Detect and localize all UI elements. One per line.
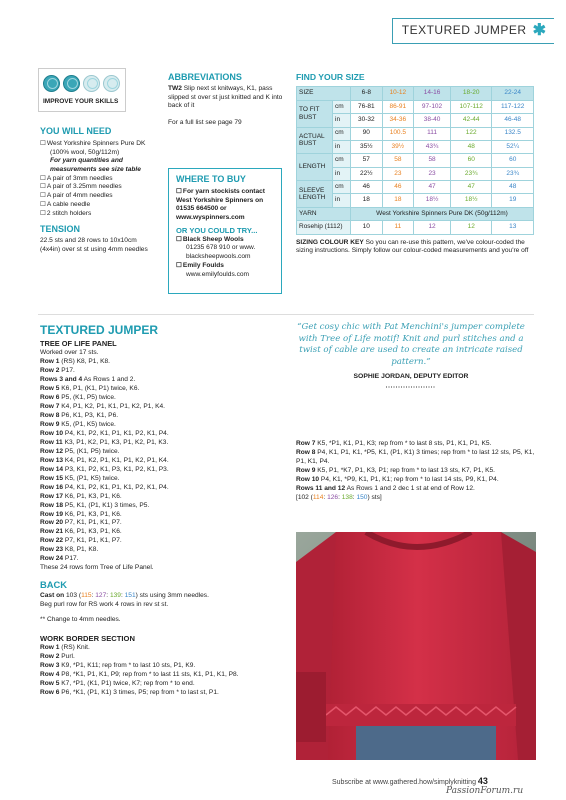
row-label: Row 4 — [40, 671, 60, 679]
table-cell: 132.5 — [492, 127, 534, 140]
skills-label: IMPROVE YOUR SKILLS — [43, 98, 119, 106]
yarn-ball-icon — [83, 75, 100, 92]
row-label: Row 2 — [40, 367, 60, 375]
yarn-balls-icon — [43, 75, 120, 92]
pattern-row — [40, 528, 290, 537]
row-text: P4, K1, *P9, K1, P1, K1; rep from * to last 14 sts, P9, K1, P4. — [319, 475, 499, 483]
yarn-name: West Yorkshire Spinners Pure DK (50g/112m) — [351, 207, 534, 220]
size-value: 151 — [124, 591, 136, 599]
row-text: K6, P1, K3, P1, K6. — [63, 528, 122, 536]
pattern-title: TEXTURED JUMPER — [40, 323, 159, 337]
yarn-ball-icon — [103, 75, 120, 92]
row-label: Row 3 — [40, 662, 60, 670]
table-cell: 34-36 — [382, 114, 414, 127]
table-cell: 22½ — [351, 167, 383, 180]
row-label: Row 10 — [296, 475, 320, 483]
size-value: 126 — [327, 493, 339, 501]
table-cell: 47 — [450, 181, 491, 194]
pattern-row — [296, 476, 536, 485]
row-text: P8, *K1, P1, K1, P9; rep from * to last 11 sts, K1, P1, K1, P8. — [59, 671, 239, 679]
table-cell: 76-81 — [351, 100, 383, 113]
sts-text: ) sts] — [367, 493, 382, 501]
row-text: K4, P1, K2, P1, K1, P1, K2, P1, K4. — [63, 456, 169, 464]
row-text: K5, (P1, K5) twice. — [63, 474, 120, 482]
table-cell: 57 — [351, 154, 383, 167]
pattern-row — [40, 475, 290, 484]
size-value: 115 — [81, 591, 92, 599]
abbreviations-full-list: For a full list see page 79 — [168, 118, 242, 126]
row-label: Row 14 — [40, 465, 64, 473]
table-cell: 46 — [351, 181, 383, 194]
pattern-row — [40, 457, 290, 466]
table-cell: 18 — [382, 194, 414, 207]
row-label: Row 16 — [40, 483, 64, 491]
size-table — [296, 86, 534, 234]
row-label: LENGTH — [297, 154, 333, 181]
row-label: Row 17 — [40, 492, 64, 500]
row-text: K9, *P1, K11; rep from * to last 10 sts, P1, K9. — [59, 662, 196, 670]
list-item: ☐ 2 stitch holders — [40, 210, 160, 219]
table-cell: 11 — [382, 221, 414, 234]
watermark: PassionForum.ru — [446, 786, 524, 796]
pattern-row — [40, 689, 290, 698]
table-cell: 12 — [450, 221, 491, 234]
row-label: Row 1 — [40, 644, 60, 652]
row-label: Row 7 — [296, 440, 316, 447]
row-label: Row 15 — [40, 474, 64, 482]
row-label: Row 21 — [40, 528, 64, 536]
stitch-count: [102 (114: 126: 138: 150) sts] — [296, 493, 382, 501]
row-text: K3, P1, K2, P1, K3, P1, K2, P1, K3. — [62, 438, 169, 446]
panel-title: TREE OF LIFE PANEL — [40, 339, 117, 349]
row-text: P4, K1, P1, K1, *P5, K1, (P1, K1) 3 times; rep from * to last 12 sts, P5, K1, P1, K1, P4. — [296, 448, 535, 465]
find-your-size-heading: FIND YOUR SIZE — [296, 72, 365, 82]
unit: in — [333, 114, 351, 127]
cast-on-line: Cast on 103 (115: 127: 139: 151) sts using 3mm needles. — [40, 591, 209, 599]
table-cell: 60 — [450, 154, 491, 167]
pattern-row — [40, 662, 290, 671]
pattern-row — [40, 511, 290, 520]
table-cell: 86-91 — [382, 100, 414, 113]
table-cell: 97-102 — [414, 100, 451, 113]
header-banner — [392, 18, 554, 44]
table-cell: 13 — [492, 221, 534, 234]
row-label: Row 19 — [40, 510, 64, 518]
abbreviation-text: Slip next st knitways, K1, pass slipped st over st just knitted and K into back of it — [168, 84, 283, 110]
row-text: P4, K1, P2, K1, P1, K1, P2, K1, P4. — [63, 429, 169, 437]
row-text: K6, P1, K3, P1, K6. — [63, 510, 122, 518]
colour-key-text: So you can re-use this pattern, we've colour-coded the sizing instructions. Simply follow our colour-coded measurements and you're off — [296, 238, 529, 255]
unit: in — [333, 194, 351, 207]
quote-text: “Get cosy chic with Pat Menchini's jumper complete with Tree of Life motif! Knit and purl stitches and a twist of cable are used to create an intricate raised pattern.” — [297, 322, 525, 368]
list-item: ☐ A cable needle — [40, 201, 160, 210]
row-label: Row 18 — [40, 501, 64, 509]
abbreviation-term: TW2 — [168, 84, 182, 92]
size-header: 14-16 — [414, 87, 451, 100]
find-your-size-section — [296, 72, 534, 256]
unit: cm — [333, 100, 351, 113]
row-label: Row 7 — [40, 403, 60, 411]
table-cell: 48 — [450, 140, 491, 153]
row-label: Row 24 — [40, 555, 64, 563]
row-text: Purl. — [59, 653, 75, 661]
size-value: 114 — [312, 493, 324, 501]
table-cell: 58 — [414, 154, 451, 167]
jumper-illustration — [296, 532, 536, 760]
row-label: Row 8 — [40, 412, 60, 420]
unit: cm — [333, 181, 351, 194]
size-header: 10-12 — [382, 87, 414, 100]
row-label: Row 22 — [40, 537, 64, 545]
pattern-row — [40, 519, 290, 528]
row-label: Row 9 — [40, 421, 60, 428]
pattern-row — [40, 430, 290, 439]
pattern-row — [40, 502, 290, 511]
sizing-colour-key — [296, 239, 532, 256]
table-cell: 23 — [382, 167, 414, 180]
table-cell: 48 — [492, 181, 534, 194]
row-label: Row 6 — [40, 688, 60, 696]
pattern-row — [40, 358, 290, 367]
row-label: Row 6 — [40, 394, 60, 402]
table-cell: 43¾ — [414, 140, 451, 153]
row-label: Row 23 — [40, 546, 64, 554]
size-value: 138 — [341, 493, 353, 501]
row-text: K5, *P1, K1, P1, K3; rep from * to last 8 sts, P1, K1, P1, K5. — [315, 440, 492, 447]
right-rows-section — [296, 440, 536, 503]
pattern-intro: Worked over 17 sts. — [40, 349, 99, 357]
row-text: P5, K1, (P1, K1) 3 times, P5. — [63, 501, 150, 509]
size-header: 22-24 — [492, 87, 534, 100]
divider-ornament — [386, 383, 436, 391]
table-cell: 12 — [414, 221, 451, 234]
table-cell: 111 — [414, 127, 451, 140]
row-text: K6, P1, (K1, P1) twice, K6. — [59, 385, 140, 393]
row-text: (RS) Knit. — [59, 644, 90, 652]
rows-list — [40, 358, 290, 564]
shop-details: 01235 678 910 or www. blacksheepwools.com — [186, 244, 256, 261]
table-cell: 107-112 — [450, 100, 491, 113]
list-item: ☐ A pair of 3mm needles — [40, 175, 160, 184]
cast-on-text: 103 ( — [64, 591, 82, 599]
table-cell: 18½ — [414, 194, 451, 207]
row-label: Row 8 — [296, 448, 316, 456]
table-cell: 58 — [382, 154, 414, 167]
row-text: P3, K1, P2, K1, P3, K1, P2, K1, P3. — [63, 465, 169, 473]
back-heading: BACK — [40, 579, 68, 591]
cast-on-text: ) sts using 3mm needles. — [135, 591, 209, 599]
pattern-row — [40, 466, 290, 475]
pattern-row — [40, 439, 290, 448]
size-value: 150 — [356, 493, 368, 501]
list-item: ☐ West Yorkshire Spinners Pure DK — [40, 140, 160, 149]
row-label: Row 12 — [40, 447, 64, 455]
pattern-row — [40, 385, 290, 394]
where-to-buy-heading: WHERE TO BUY — [176, 174, 246, 184]
shop-name: ☐ Black Sheep Wools — [176, 236, 274, 245]
page-number: 43 — [477, 776, 488, 786]
list-item: (100% wool, 50g/112m) — [50, 148, 120, 156]
pattern-column — [40, 322, 290, 698]
unit: cm — [333, 127, 351, 140]
pattern-row — [40, 671, 290, 680]
shop-name: ☐ Emily Foulds — [176, 262, 274, 271]
quote-author: SOPHIE JORDAN, DEPUTY EDITOR — [353, 372, 469, 380]
row-text: K8, P1, K8. — [63, 546, 99, 554]
table-cell: 23¾ — [492, 167, 534, 180]
pattern-row — [40, 367, 290, 376]
table-cell: 122 — [450, 127, 491, 140]
row-label: Row 9 — [296, 466, 316, 474]
you-will-need-heading: YOU WILL NEED — [40, 126, 112, 136]
list-item: ☐ A pair of 3.25mm needles — [40, 183, 160, 192]
row-label: Row 2 — [40, 653, 60, 661]
where-to-buy-line: ☐ For yarn stockists contact West Yorkshire Spinners on 01535 664500 or www.wyspinners.com — [176, 188, 274, 223]
tension-text: 22.5 sts and 28 rows to 10x10cm (4x4in) over st st using 4mm needles — [40, 237, 148, 253]
pattern-row — [40, 376, 290, 385]
pattern-row — [40, 555, 290, 564]
cast-on-label: Cast on — [40, 591, 65, 599]
table-cell: 38-40 — [414, 114, 451, 127]
row-label: Row 5 — [40, 679, 60, 687]
size-value: 139 — [109, 591, 121, 599]
unit: in — [333, 140, 351, 153]
pattern-row — [40, 421, 290, 430]
table-cell: 90 — [351, 127, 383, 140]
pattern-row — [40, 412, 290, 421]
shop-details: www.emilyfoulds.com — [186, 270, 250, 278]
pattern-row — [296, 449, 536, 467]
pull-quote — [292, 322, 530, 396]
table-cell: 39½ — [382, 140, 414, 153]
pattern-row — [40, 394, 290, 403]
yarn-ball-icon — [63, 75, 80, 92]
row-text: K5, P1, *K7, P1, K3, P1; rep from * to last 13 sts, K7, P1, K5. — [315, 466, 496, 474]
table-cell: 60 — [492, 154, 534, 167]
row-text: P5, (K1, P5) twice. — [59, 394, 116, 402]
skills-box — [38, 68, 126, 112]
pattern-row — [40, 680, 290, 689]
list-item: ☐ A pair of 4mm needles — [40, 192, 160, 201]
yarn-label: YARN — [297, 207, 351, 220]
you-will-need-section — [40, 126, 160, 254]
table-cell: 42-44 — [450, 114, 491, 127]
row-text: K6, P1, K3, P1, K6. — [63, 492, 122, 500]
row-text: K5, (P1, K5) twice. — [59, 421, 116, 428]
table-cell: 47 — [414, 181, 451, 194]
table-cell: 23 — [414, 167, 451, 180]
pattern-row — [40, 546, 290, 555]
table-cell: 100.5 — [382, 127, 414, 140]
row-text: P6, *K1, (P1, K1) 3 times, P5; rep from * to last st, P1. — [59, 688, 219, 696]
pattern-row — [40, 644, 290, 653]
row-label: Row 11 — [40, 438, 63, 446]
table-cell: 46-48 — [492, 114, 534, 127]
size-header: 18-20 — [450, 87, 491, 100]
yarn-ball-icon — [43, 75, 60, 92]
pattern-row — [296, 440, 536, 449]
table-cell: 52¼ — [492, 140, 534, 153]
shade-label: Rosehip (1112) — [297, 221, 351, 234]
table-cell: 46 — [382, 181, 414, 194]
row-label: Row 13 — [40, 456, 64, 464]
jumper-photo — [296, 532, 536, 760]
row-label: Row 10 — [40, 429, 64, 437]
border-list — [40, 644, 290, 698]
rows-note: These 24 rows form Tree of Life Panel. — [40, 564, 154, 572]
or-you-could-try-heading: OR YOU COULD TRY... — [176, 225, 258, 235]
table-cell: 23¾ — [450, 167, 491, 180]
row-text: P4, K1, P2, K1, P1, K1, P2, K1, P4. — [63, 483, 169, 491]
unit: cm — [333, 154, 351, 167]
table-cell: 18 — [351, 194, 383, 207]
row-text: P7, K1, P1, K1, P7. — [63, 537, 122, 545]
row-label: TO FIT BUST — [297, 100, 333, 127]
pattern-row — [296, 485, 536, 494]
change-needles-text: ** Change to 4mm needles. — [40, 615, 121, 623]
size-label: SIZE — [297, 87, 351, 100]
pattern-row — [40, 448, 290, 457]
table-cell: 35½ — [351, 140, 383, 153]
list-item: For yarn quantities and measurements see size table — [50, 157, 141, 173]
row-text: (RS) K8, P1, K8. — [59, 358, 110, 366]
size-value: 127 — [95, 591, 107, 599]
row-text: P5, (K1, P5) twice. — [63, 447, 120, 455]
pattern-row — [40, 537, 290, 546]
table-cell: 19 — [492, 194, 534, 207]
table-cell: 10 — [351, 221, 383, 234]
row-label: Row 5 — [40, 385, 60, 393]
row-text: P7, K1, P1, K1, P7. — [63, 519, 122, 527]
row-text: P17. — [59, 367, 75, 375]
pattern-row — [40, 493, 290, 502]
row-label: Rows 11 and 12 — [296, 484, 346, 492]
border-title: WORK BORDER SECTION — [40, 633, 135, 643]
row-text: As Rows 1 and 2 dec 1 st at end of Row 12. — [345, 484, 475, 492]
row-text: K7, *P1, (K1, P1) twice, K7; rep from * to end. — [59, 679, 195, 687]
pattern-row — [40, 484, 290, 493]
asterisk-icon: ✱ — [532, 22, 546, 39]
row-text: As Rows 1 and 2. — [82, 376, 136, 384]
row-label: Row 20 — [40, 519, 64, 527]
table-cell: 30-32 — [351, 114, 383, 127]
subscribe-link[interactable]: Subscribe at www.gathered.how/simplyknitting — [332, 779, 476, 786]
page-header-title: TEXTURED JUMPER — [401, 23, 527, 38]
row-label: Rows 3 and 4 — [40, 376, 83, 384]
sts-text: [102 ( — [296, 493, 313, 501]
colour-key-title: SIZING COLOUR KEY — [296, 238, 364, 246]
pattern-row — [296, 467, 536, 476]
abbreviations-section — [168, 72, 284, 128]
where-to-buy-box — [168, 168, 282, 294]
size-header: 6-8 — [351, 87, 383, 100]
row-text: P17. — [63, 555, 79, 563]
row-text: P6, K1, P3, K1, P6. — [59, 412, 119, 420]
right-rows-list — [296, 440, 536, 494]
pattern-row — [40, 653, 290, 662]
row-label: Row 1 — [40, 358, 60, 366]
row-label: ACTUAL BUST — [297, 127, 333, 154]
divider — [38, 314, 534, 315]
table-cell: 117-122 — [492, 100, 534, 113]
row-label: SLEEVE LENGTH — [297, 181, 333, 208]
beg-purl-text: Beg purl row for RS work 4 rows in rev st st. — [40, 600, 169, 608]
pattern-row — [40, 403, 290, 412]
table-cell: 18½ — [450, 194, 491, 207]
row-text: K4, P1, K2, P1, K1, P1, K2, P1, K4. — [59, 403, 165, 411]
tension-heading: TENSION — [40, 224, 81, 235]
unit: in — [333, 167, 351, 180]
abbreviations-heading: ABBREVIATIONS — [168, 72, 242, 82]
